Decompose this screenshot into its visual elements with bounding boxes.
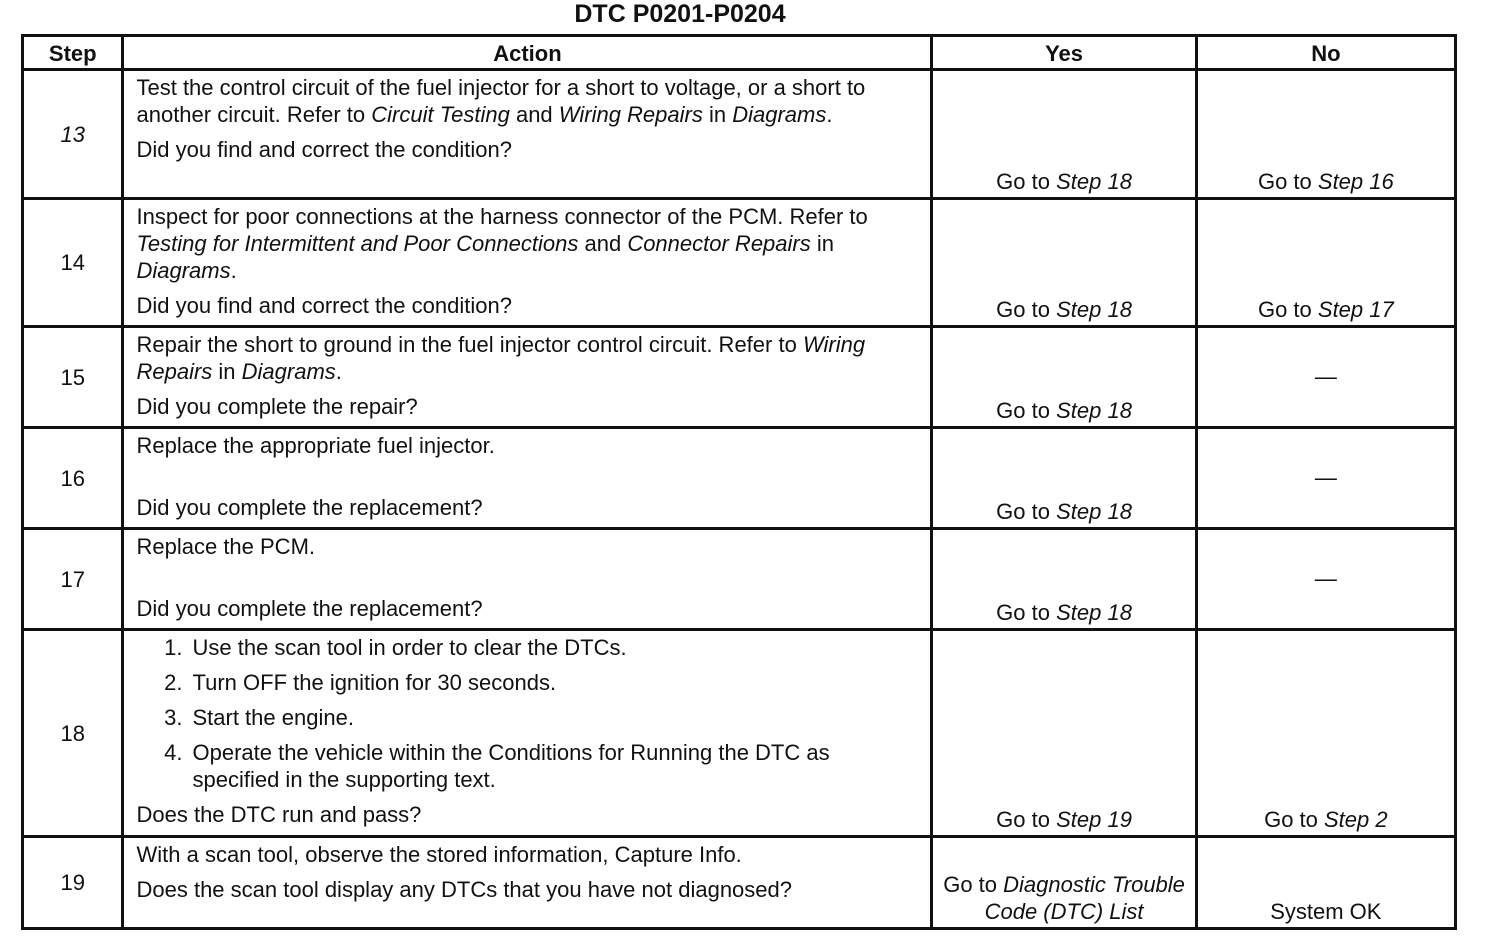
question-text: Did you complete the replacement? <box>136 495 483 520</box>
header-row <box>23 36 1456 70</box>
table-row <box>23 327 1456 428</box>
table-row <box>23 837 1456 929</box>
step-cell: 14 <box>23 199 123 327</box>
step-cell: 19 <box>23 837 123 929</box>
question-text: Did you complete the repair? <box>136 394 418 419</box>
action-cell <box>123 199 932 327</box>
yes-cell: Go to Step 18 <box>932 428 1196 529</box>
action-text: With a scan tool, observe the stored information, Capture Info. <box>136 842 742 867</box>
action-cell <box>123 327 932 428</box>
step-cell: 18 <box>23 630 123 837</box>
table-row <box>23 199 1456 327</box>
yes-cell: Go to Diagnostic Trouble Code (DTC) List <box>932 837 1196 929</box>
no-cell: Go to Step 2 <box>1196 630 1455 837</box>
list-item: 4. Operate the vehicle within the Conditions for Running the DTC as specified in the supporting text. <box>164 740 830 792</box>
procedure-list <box>136 634 922 793</box>
step-cell: 13 <box>23 70 123 199</box>
yes-cell: Go to Step 18 <box>932 529 1196 630</box>
action-cell <box>123 529 932 630</box>
yes-cell: Go to Step 18 <box>932 327 1196 428</box>
question-text: Does the scan tool display any DTCs that you have not diagnosed? <box>136 877 792 902</box>
list-item: 3. Start the engine. <box>164 705 354 730</box>
no-cell: Go to Step 17 <box>1196 199 1455 327</box>
no-cell: System OK <box>1196 837 1455 929</box>
action-text: Test the control circuit of the fuel injector for a short to voltage, or a short to another circuit. Refer to Circuit Testing and Wiring Repairs in Diagrams. <box>136 75 866 127</box>
action-cell <box>123 837 932 929</box>
action-text: Repair the short to ground in the fuel injector control circuit. Refer to Wiring Repairs in Diagrams. <box>136 332 866 384</box>
question-text: Did you find and correct the condition? <box>136 293 512 318</box>
no-cell: — <box>1196 327 1455 428</box>
header-yes: Yes <box>932 36 1196 70</box>
no-cell: Go to Step 16 <box>1196 70 1455 199</box>
action-cell <box>123 70 932 199</box>
step-cell: 16 <box>23 428 123 529</box>
question-text: Did you find and correct the condition? <box>136 137 512 162</box>
table-row <box>23 630 1456 837</box>
header-no: No <box>1196 36 1455 70</box>
question-text: Does the DTC run and pass? <box>136 802 422 827</box>
step-cell: 15 <box>23 327 123 428</box>
table-row <box>23 529 1456 630</box>
table-row <box>23 70 1456 199</box>
list-item: 2. Turn OFF the ignition for 30 seconds. <box>164 670 557 695</box>
page-title: DTC P0201-P0204 <box>574 0 786 28</box>
yes-cell: Go to Step 19 <box>932 630 1196 837</box>
header-step: Step <box>23 36 123 70</box>
question-text: Did you complete the replacement? <box>136 596 483 621</box>
header-action: Action <box>123 36 932 70</box>
yes-cell: Go to Step 18 <box>932 199 1196 327</box>
action-text: Replace the appropriate fuel injector. <box>136 433 495 458</box>
action-text: Replace the PCM. <box>136 534 316 559</box>
step-cell: 17 <box>23 529 123 630</box>
action-text: Inspect for poor connections at the harness connector of the PCM. Refer to Testing for Intermittent and Poor Connections and Connector Repairs in Diagrams. <box>136 204 868 283</box>
no-cell: — <box>1196 428 1455 529</box>
action-cell <box>123 428 932 529</box>
action-cell <box>123 630 932 837</box>
table-row <box>23 428 1456 529</box>
list-item: 1. Use the scan tool in order to clear the DTCs. <box>164 635 627 660</box>
diagnostic-table <box>21 34 1457 930</box>
no-cell: — <box>1196 529 1455 630</box>
yes-cell: Go to Step 18 <box>932 70 1196 199</box>
